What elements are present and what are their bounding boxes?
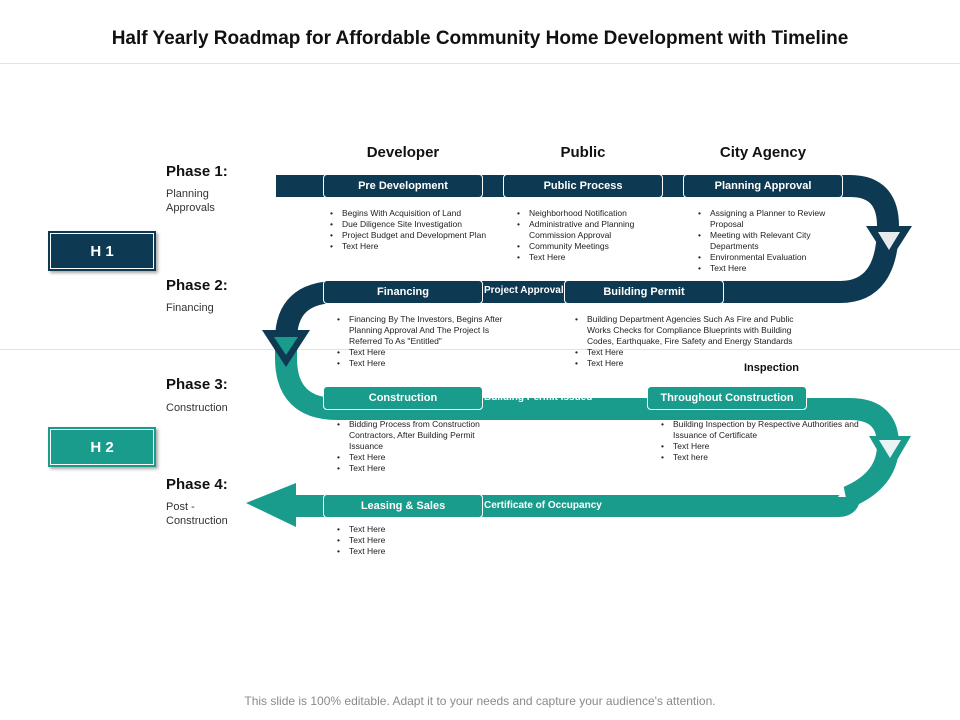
step-financing: Financing: [323, 280, 483, 304]
list-item: • Meeting with Relevant City Departments: [694, 230, 846, 252]
step-building-permit: Building Permit: [564, 280, 724, 304]
list-item: • Building Department Agencies Such As Fire and Public Works Checks for Compliance Blueprints with Building Codes, Earthquake, Fire Safety and Energy Standards: [571, 314, 797, 347]
planning-approval-bullets: [694, 208, 846, 274]
list-item: • Neighborhood Notification: [513, 208, 663, 219]
list-item: • Text here: [657, 452, 867, 463]
list-item: • Text Here: [333, 535, 473, 546]
throughout-construction-bullets: [657, 419, 867, 463]
public-process-bullets: [513, 208, 663, 263]
page-title: Half Yearly Roadmap for Affordable Community Home Development with Timeline: [111, 28, 849, 49]
step-planning-approval: Planning Approval: [683, 174, 843, 198]
list-item: • Text Here: [571, 347, 797, 358]
list-item: • Text Here: [513, 252, 663, 263]
building-permit-bullets: [571, 314, 797, 369]
connector-project-approval: Project Approval: [484, 285, 564, 296]
list-item: • Bidding Process from Construction Contractors, After Building Permit Issuance: [333, 419, 493, 452]
list-item: • Environmental Evaluation: [694, 252, 846, 263]
half-1-badge: H 1: [48, 231, 156, 271]
step-throughout-construction: Throughout Construction: [647, 386, 807, 410]
connector-building-permit-issued: Building Permit Issued: [484, 392, 593, 403]
phase-3-subtitle: Construction: [166, 402, 228, 414]
pre-development-bullets: [326, 208, 488, 252]
phase-3-title: Phase 3:: [166, 376, 228, 393]
list-item: • Text Here: [657, 441, 867, 452]
list-item: • Community Meetings: [513, 241, 663, 252]
inspection-label: Inspection: [744, 362, 800, 374]
phase-1-title: Phase 1:: [166, 163, 228, 180]
list-item: • Text Here: [333, 358, 505, 369]
step-leasing-sales: Leasing & Sales: [323, 494, 483, 518]
connector-certificate-of-occupancy: Certificate of Occupancy: [484, 500, 602, 511]
list-item: • Text Here: [333, 463, 493, 474]
column-public: Public: [560, 144, 606, 161]
list-item: • Project Budget and Development Plan: [326, 230, 488, 241]
list-item: • Text Here: [333, 452, 493, 463]
phase-4-subtitle: Post - Construction: [166, 501, 228, 527]
list-item: • Text Here: [326, 241, 488, 252]
list-item: • Building Inspection by Respective Authorities and Issuance of Certificate: [657, 419, 867, 441]
construction-bullets: [333, 419, 493, 474]
list-item: • Text Here: [333, 524, 473, 535]
list-item: • Financing By The Investors, Begins After Planning Approval And The Project Is Referred To As "Entitled": [333, 314, 505, 347]
step-construction: Construction: [323, 386, 483, 410]
column-developer: Developer: [366, 144, 440, 161]
footer-note: This slide is 100% editable. Adapt it to your needs and capture your audience's attention.: [244, 694, 716, 708]
financing-bullets: [333, 314, 505, 369]
phase-1-subtitle: Planning Approvals: [166, 188, 215, 214]
list-item: • Text Here: [333, 347, 505, 358]
phase-2-subtitle: Financing: [166, 302, 214, 314]
step-public-process: Public Process: [503, 174, 663, 198]
half-2-badge: H 2: [48, 427, 156, 467]
column-city-agency: City Agency: [719, 144, 807, 161]
list-item: • Due Diligence Site Investigation: [326, 219, 488, 230]
list-item: • Administrative and Planning Commission Approval: [513, 219, 663, 241]
list-item: • Text Here: [571, 358, 797, 369]
list-item: • Text Here: [694, 263, 846, 274]
step-pre-development: Pre Development: [323, 174, 483, 198]
list-item: • Text Here: [333, 546, 473, 557]
phase-2-title: Phase 2:: [166, 277, 228, 294]
list-item: • Assigning a Planner to Review Proposal: [694, 208, 846, 230]
leasing-sales-bullets: [333, 524, 473, 557]
list-item: • Begins With Acquisition of Land: [326, 208, 488, 219]
left-arrowhead: [246, 483, 296, 527]
phase-4-title: Phase 4:: [166, 476, 228, 493]
